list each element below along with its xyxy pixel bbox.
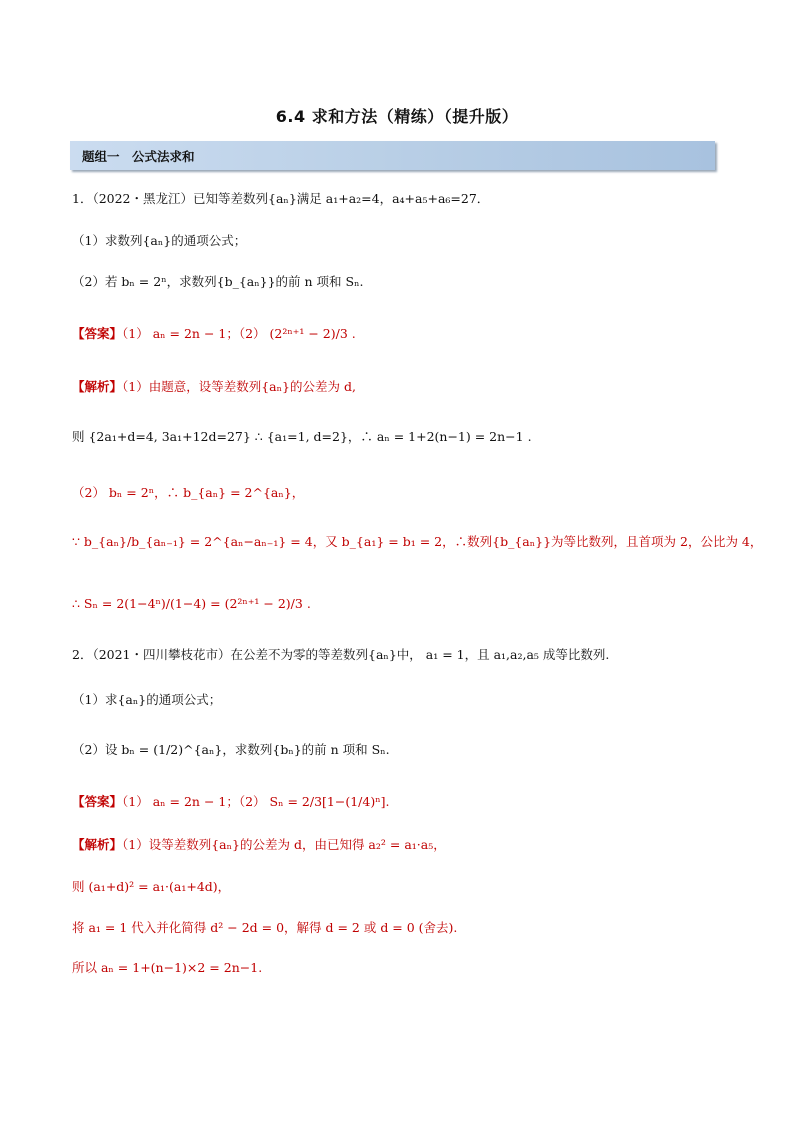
problem-1-part-2: （2）若 bₙ = 2ⁿ，求数列{b_{aₙ}}的前 n 项和 Sₙ. [72, 274, 364, 289]
problem-1-solution-3: （2） bₙ = 2ⁿ，∴ b_{aₙ} = 2^{aₙ}， [72, 485, 305, 500]
answer-text: （1） aₙ = 2n − 1；（2） Sₙ = 2/3[1−(1/4)ⁿ]. [122, 794, 390, 809]
problem-2-question: 2．（2021・四川攀枝花市）在公差不为零的等差数列{aₙ}中， a₁ = 1，且 a₁,a₂,a₅ 成等比数列. [72, 647, 610, 662]
problem-1-solution-4: ∵ b_{aₙ}/b_{aₙ₋₁} = 2^{aₙ−aₙ₋₁} = 4，又 b_{a₁} = b₁ = 2，∴数列{b_{aₙ}}为等比数列，且首项为 2，公比为 4， [72, 534, 763, 549]
solution-tag: 【解析】 [72, 837, 123, 852]
page-title: 6.4 求和方法（精练）（提升版） [275, 107, 519, 126]
problem-2-solution-4: 所以 aₙ = 1+(n−1)×2 = 2n−1. [72, 960, 263, 975]
problem-1-solution-2: 则 {2a₁+d=4, 3a₁+12d=27} ∴ {a₁=1, d=2}，∴ aₙ = 1+2(n−1) = 2n−1 . [72, 429, 532, 444]
problem-1-question: 1．（2022・黑龙江）已知等差数列{aₙ}满足 a₁+a₂=4，a₄+a₅+a₆=27． [72, 191, 490, 206]
problem-1-answer [72, 325, 356, 343]
section-label: 题组一 公式法求和 [82, 149, 195, 164]
problem-1-part-1: （1）求数列{aₙ}的通项公式； [72, 233, 247, 248]
answer-tag: 【答案】 [72, 326, 123, 341]
solution-text: （1）由题意，设等差数列{aₙ}的公差为 d, [122, 379, 356, 394]
section-header [70, 141, 715, 170]
problem-2-answer [72, 793, 389, 811]
problem-2-solution-2: 则 (a₁+d)² = a₁·(a₁+4d)， [72, 879, 231, 894]
answer-tag: 【答案】 [72, 794, 123, 809]
solution-tag: 【解析】 [72, 379, 123, 394]
problem-2-solution-1 [72, 836, 446, 854]
solution-text: （1）设等差数列{aₙ}的公差为 d，由已知得 a₂² = a₁·a₅， [122, 837, 446, 852]
problem-2-part-2: （2）设 bₙ = (1/2)^{aₙ}，求数列{bₙ}的前 n 项和 Sₙ. [72, 742, 390, 757]
problem-1-solution-5: ∴ Sₙ = 2(1−4ⁿ)/(1−4) = (2²ⁿ⁺¹ − 2)/3 . [72, 596, 311, 611]
problem-2-solution-3: 将 a₁ = 1 代入并化简得 d² − 2d = 0，解得 d = 2 或 d = 0 (舍去). [72, 920, 458, 935]
answer-text: （1） aₙ = 2n − 1；（2） (2²ⁿ⁺¹ − 2)/3 . [122, 326, 356, 341]
problem-2-part-1: （1）求{aₙ}的通项公式； [72, 692, 222, 707]
problem-1-solution-1 [72, 378, 356, 396]
